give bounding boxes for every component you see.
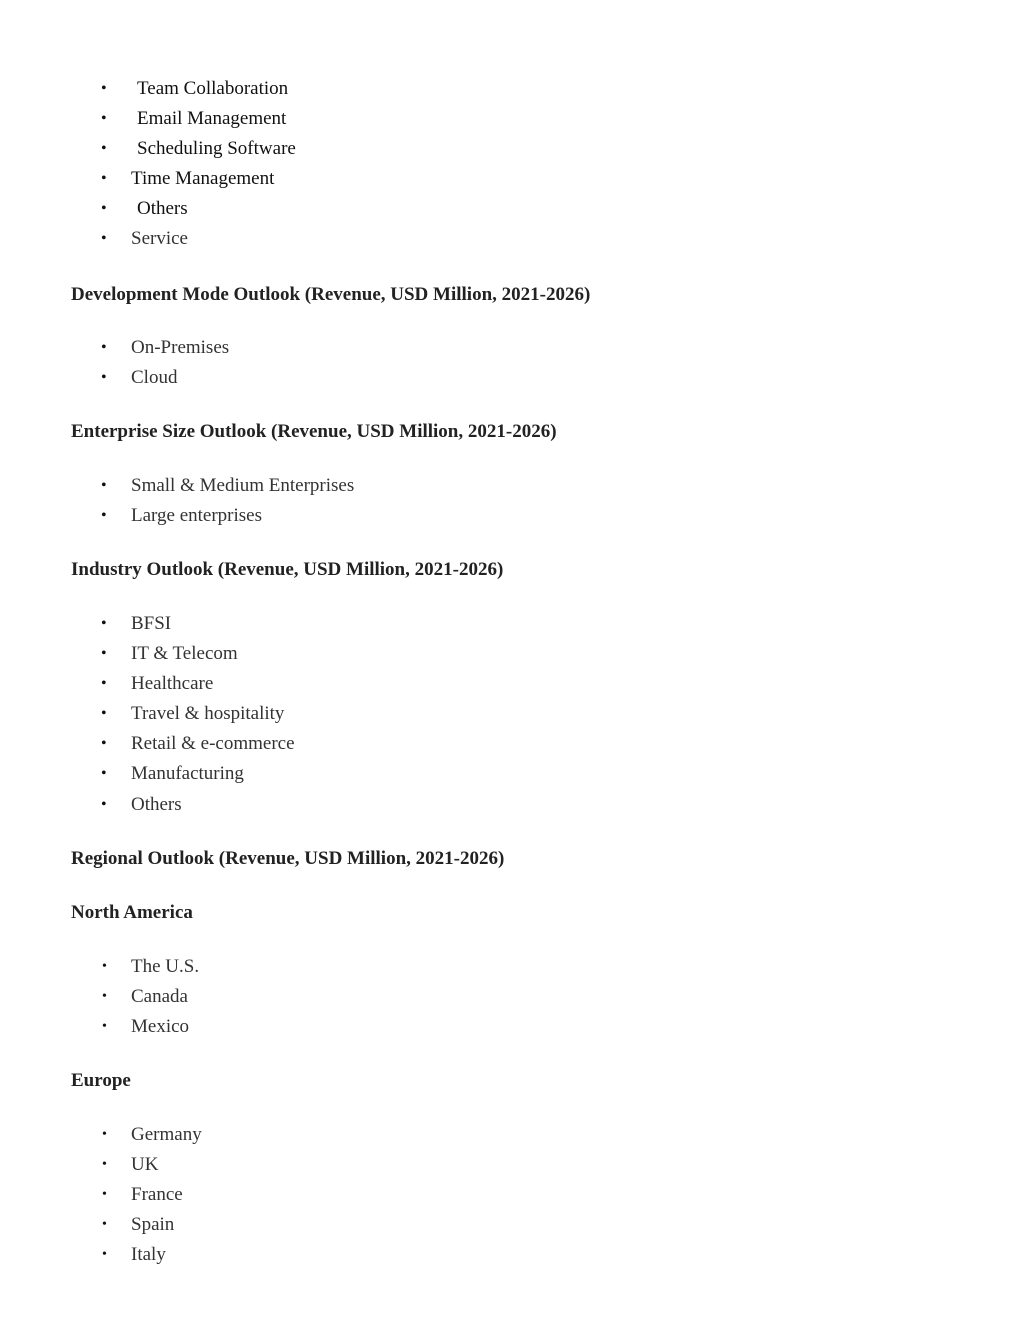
list-item-label: Manufacturing <box>131 763 244 785</box>
bullet: • <box>102 1019 107 1035</box>
bullet: • <box>101 615 107 632</box>
bullet: • <box>101 477 107 494</box>
list-item-label: France <box>131 1184 183 1206</box>
section-heading-regional: Regional Outlook (Revenue, USD Million, 2021-2026) <box>71 848 505 869</box>
bullet: • <box>101 675 107 693</box>
bullet: • <box>101 200 107 218</box>
section-heading-europe: Europe <box>71 1070 131 1091</box>
bullet: • <box>102 1187 107 1203</box>
list-item-label: Scheduling Software <box>137 138 296 160</box>
list-item-label: Others <box>131 793 182 815</box>
bullet: • <box>102 1127 107 1142</box>
bullet: • <box>101 170 107 188</box>
bullet: • <box>101 705 107 723</box>
section-heading-north-america: North America <box>71 902 193 923</box>
bullet: • <box>101 645 107 663</box>
list-item-label: The U.S. <box>131 956 200 977</box>
section-heading-industry: Industry Outlook (Revenue, USD Million, 2021-2026) <box>71 559 504 580</box>
bullet: • <box>101 80 107 97</box>
bullet: • <box>101 110 107 128</box>
list-item-label: Large enterprises <box>131 505 263 527</box>
list-item-label: Italy <box>131 1244 166 1266</box>
bullet: • <box>101 140 107 158</box>
list-item-label: Cloud <box>131 367 178 389</box>
list-item-label: Service <box>131 228 188 250</box>
section-heading-enterprise-size: Enterprise Size Outlook (Revenue, USD Million, 2021-2026) <box>71 421 557 442</box>
bullet: • <box>101 795 107 813</box>
bullet: • <box>101 339 107 356</box>
list-item-label: Email Management <box>137 108 287 130</box>
bullet: • <box>102 959 107 974</box>
list-item-label: UK <box>131 1154 159 1176</box>
list-item-label: Spain <box>131 1214 175 1236</box>
bullet: • <box>101 765 107 783</box>
bullet: • <box>101 230 107 248</box>
bullet: • <box>102 989 107 1005</box>
list-item-label: Others <box>137 198 188 220</box>
list-item-label: On-Premises <box>131 337 230 358</box>
list-item-label: Germany <box>131 1124 202 1145</box>
list-item-label: Time Management <box>131 168 275 190</box>
bullet: • <box>102 1157 107 1173</box>
list-item-label: BFSI <box>131 613 172 634</box>
section-heading-development-mode: Development Mode Outlook (Revenue, USD Million, 2021-2026) <box>71 284 591 305</box>
bullet: • <box>102 1247 107 1263</box>
list-item-label: Retail & e-commerce <box>131 733 295 755</box>
list-item-label: IT & Telecom <box>131 643 238 665</box>
bullet: • <box>102 1217 107 1233</box>
bullet: • <box>101 369 107 387</box>
list-item-label: Team Collaboration <box>137 78 289 99</box>
bullet: • <box>101 735 107 753</box>
list-item-label: Canada <box>131 986 188 1008</box>
bullet: • <box>101 507 107 525</box>
list-item-label: Mexico <box>131 1016 190 1038</box>
list-item-label: Travel & hospitality <box>131 703 285 725</box>
list-item-label: Healthcare <box>131 673 214 695</box>
list-item-label: Small & Medium Enterprises <box>131 475 355 496</box>
